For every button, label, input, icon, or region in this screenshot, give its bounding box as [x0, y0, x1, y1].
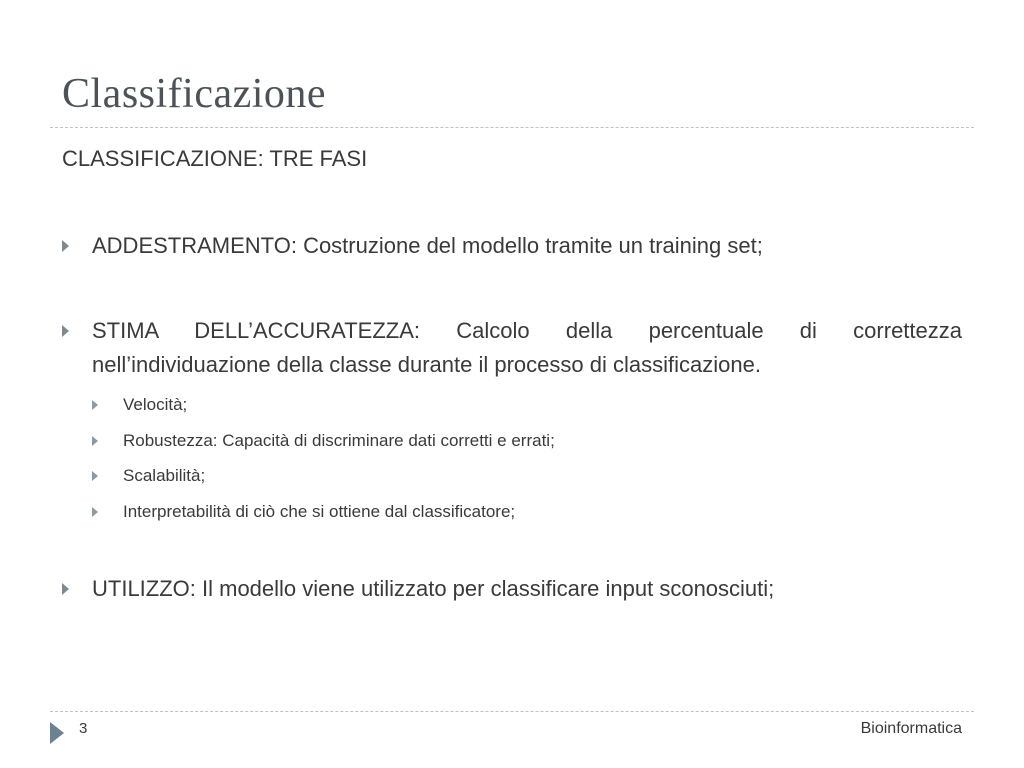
bullet-text: ADDESTRAMENTO: Costruzione del modello tramite un training set; [92, 233, 763, 258]
slide-title: Classificazione [62, 71, 327, 117]
title-divider [50, 127, 974, 128]
slide-subtitle: CLASSIFICAZIONE: TRE FASI [62, 146, 368, 171]
sub-bullet-arrow-icon [92, 436, 98, 446]
bullet-arrow-icon [62, 325, 69, 337]
sub-bullet-arrow-icon [92, 507, 98, 517]
footer-course-name: Bioinformatica [860, 720, 962, 737]
bullet-text: STIMA DELL’ACCURATEZZA: Calcolo della percentuale di correttezza nell’individuazione della classe durante il processo di classificazione. [92, 318, 962, 377]
sub-bullet-text: Scalabilità; [123, 466, 206, 485]
footer-divider [50, 711, 974, 712]
sub-bullet-arrow-icon [92, 471, 98, 481]
bullet-text: UTILIZZO: Il modello viene utilizzato per classificare input sconosciuti; [92, 576, 775, 601]
sub-bullet-arrow-icon [92, 400, 98, 410]
page-number: 3 [79, 720, 88, 737]
sub-bullet-text: Interpretabilità di ciò che si ottiene dal classificatore; [123, 502, 516, 521]
sub-bullet-text: Robustezza: Capacità di discriminare dati corretti e errati; [123, 431, 555, 450]
bullet-arrow-icon [62, 240, 69, 252]
footer-triangle-icon [50, 722, 64, 744]
sub-bullet-text: Velocità; [123, 395, 188, 414]
bullet-arrow-icon [62, 583, 69, 595]
